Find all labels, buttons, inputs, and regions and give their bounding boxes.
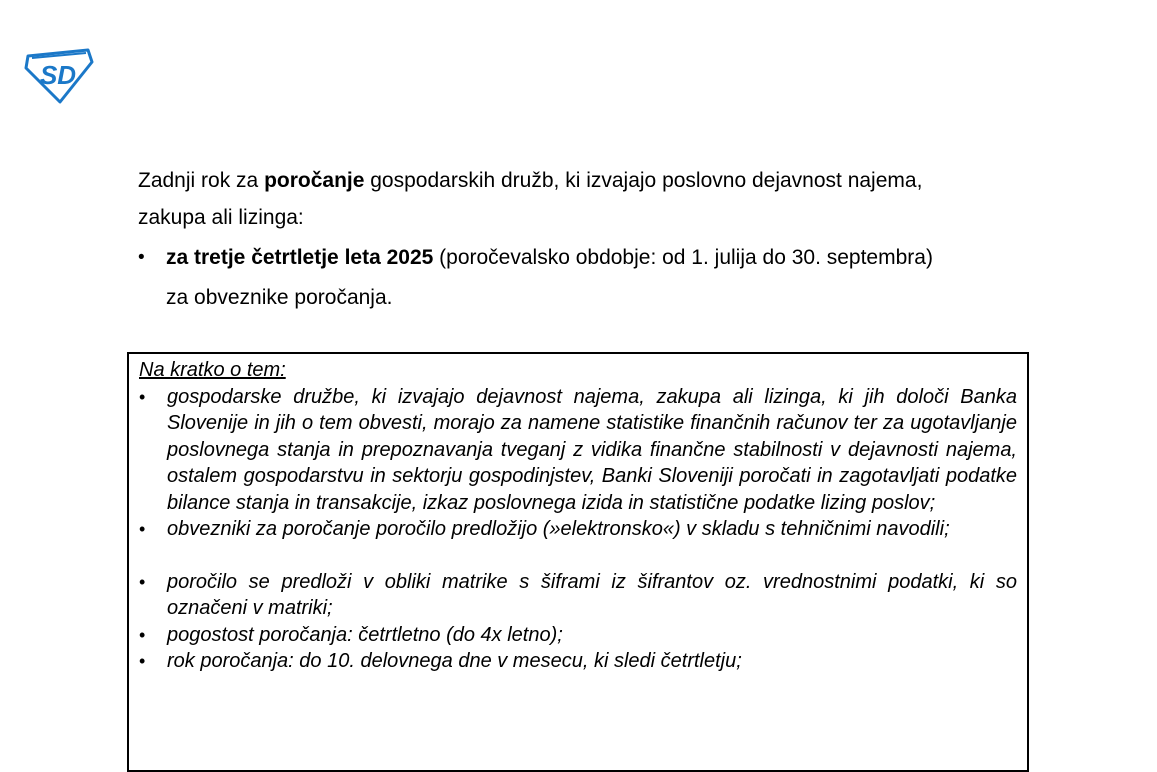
intro-list (138, 238, 1028, 318)
intro-text-start: Zadnji rok za (138, 169, 265, 192)
summary-box (127, 352, 1029, 772)
summary-item: • pogostost poročanja: četrtletno (do 4x letno); (139, 622, 1017, 649)
intro-paragraph-line2: zakupa ali lizinga: (138, 206, 304, 229)
summary-item: • rok poročanja: do 10. delovnega dne v mesecu, ki sledi četrtletju; (139, 648, 1017, 675)
intro-bullet-line2: za obveznike poročanja. (166, 286, 393, 309)
list-spacer (139, 543, 1017, 569)
logo-emblem (22, 48, 96, 104)
intro-text-rest: gospodarskih družb, ki izvajajo poslovno dejavnost najema, (364, 169, 923, 192)
summary-title: Na kratko o tem: (139, 359, 286, 381)
intro-paragraph (138, 162, 1028, 199)
summary-item: • obvezniki za poročanje poročilo predložijo (»elektronsko«) v skladu s tehničnimi navodili; (139, 516, 1017, 543)
summary-list (139, 384, 1017, 675)
summary-item: • poročilo se predloži v obliki matrike s šiframi iz šifrantov oz. vrednostnimi podatki, ki so označeni v matriki; (139, 569, 1017, 622)
intro-bullet (138, 238, 1028, 318)
intro-section (138, 162, 1028, 318)
intro-bullet-text: (poročevalsko obdobje: od 1. julija do 30. septembra) (433, 246, 933, 269)
summary-item: • gospodarske družbe, ki izvajajo dejavnost najema, zakupa ali lizinga, ki jih določi Banka Slovenije in jih o tem obvesti, morajo za namene statistike finančnih računov ter za ugotavljanje poslovnega stanja in prepoznavanja tveganj z vidika finančne stabilnosti v dejavnosti najema, ostalem gospodarstvu in sektorju gospodinjstev, Banki Sloveniji poročati in zagotavljati podatke bilance stanja in transakcije, izkaz poslovnega izida in statistične podatke lizing poslov; (139, 384, 1017, 517)
logo (22, 48, 96, 104)
logo-letters: SD (39, 60, 77, 90)
intro-bullet-bold: za tretje četrtletje leta 2025 (166, 246, 434, 269)
intro-bold-word: poročanje (264, 169, 365, 192)
